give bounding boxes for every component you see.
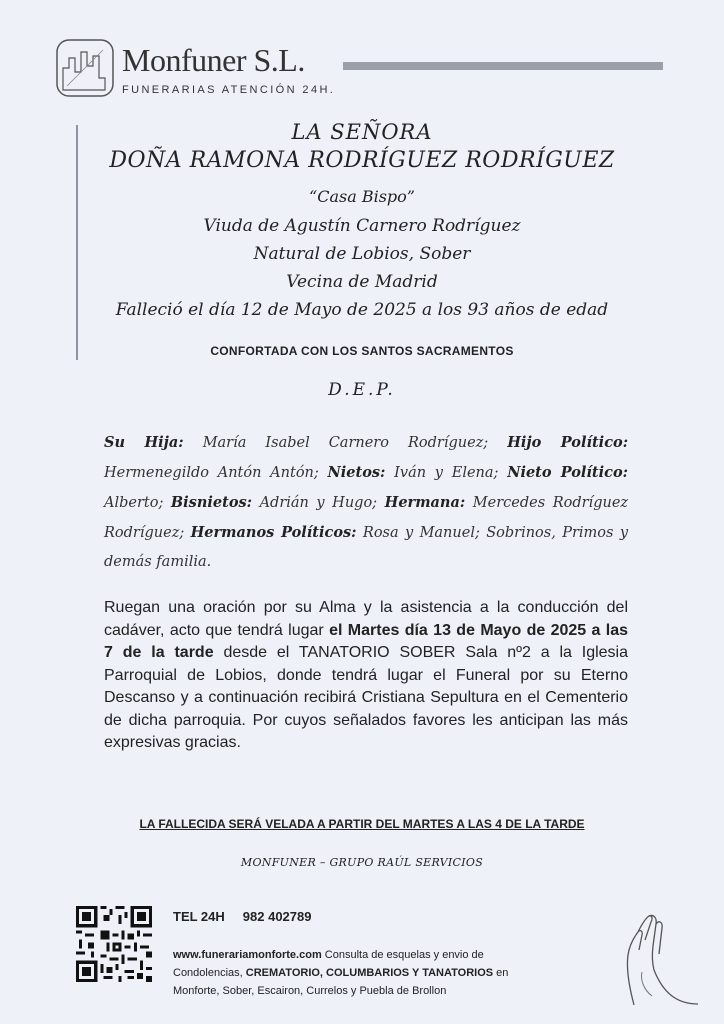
deceased-death: Falleció el día 12 de Mayo de 2025 a los 93 años de edad [115, 300, 609, 320]
deceased-widow: Viuda de Agustín Carnero Rodríguez [203, 216, 521, 236]
service-date: el Martes día 13 de Mayo de 2025 a las 7 de la tarde [104, 621, 628, 661]
brand-name: Monfuner S.L. [122, 42, 305, 78]
family-label: Nietos: [327, 464, 386, 481]
family-label: Bisnietos: [170, 494, 253, 511]
family-list [104, 428, 628, 577]
wake-notice: LA FALLECIDA SERÁ VELADA A PARTIR DEL MARTES A LAS 4 DE LA TARDE [139, 817, 585, 831]
service-text: Ruegan una oración por su Alma y la asistencia a la conducción del cadáver, acto que tendrá lugar [104, 599, 628, 639]
deceased-name: DOÑA RAMONA RODRÍGUEZ RODRÍGUEZ [109, 148, 615, 173]
deceased-residence: Vecina de Madrid [286, 272, 438, 292]
praying-hands-icon [612, 910, 702, 1010]
family-label: Su Hija: [104, 434, 184, 451]
brand-tagline: FUNERARIAS ATENCIÓN 24H. [122, 84, 336, 96]
footer-line-2 [173, 964, 603, 982]
footer-line-1 [173, 946, 603, 964]
family-label: Hermanos Políticos: [190, 524, 357, 541]
family-names: Alberto; [104, 495, 164, 511]
family-names: Adrián y Hugo; [259, 495, 378, 511]
footer-text: en [493, 967, 509, 979]
qr-code-icon[interactable] [76, 906, 152, 982]
deceased-origin: Natural de Lobios, Sober [253, 244, 471, 264]
footer-text: Consulta de esquelas y envio de [321, 949, 484, 961]
footer-line-3: Monforte, Sober, Escairon, Currelos y Puebla de Brollon [173, 985, 447, 997]
monfuner-logo-icon [55, 38, 115, 98]
phone-label: TEL 24H [173, 909, 225, 924]
family-label: Nieto Político: [507, 464, 628, 481]
phone-number[interactable]: 982 402789 [242, 909, 312, 924]
family-names: Mercedes Rodríguez Rodríguez; [104, 495, 629, 541]
sacraments-line: CONFORTADA CON LOS SANTOS SACRAMENTOS [210, 344, 514, 358]
family-names: Iván y Elena; [394, 465, 499, 481]
phone-line [173, 909, 311, 924]
dep-line: D.E.P. [328, 380, 396, 400]
footer-text: Condolencias, [173, 967, 246, 979]
family-names: María Isabel Carnero Rodríguez; [202, 435, 489, 451]
family-names: Rosa y Manuel; Sobrinos, Primos y demás familia. [104, 525, 629, 570]
family-label: Hermana: [384, 494, 466, 511]
header-divider [343, 62, 663, 70]
family-label: Hijo Político: [507, 434, 629, 451]
footer-services: CREMATORIO, COLUMBARIOS Y TANATORIOS [245, 967, 494, 979]
family-names: Hermenegildo Antón Antón; [104, 465, 319, 481]
website-link[interactable]: www.funerariamonforte.com [173, 949, 322, 961]
group-signature: MONFUNER – GRUPO RAÚL SERVICIOS [240, 856, 484, 869]
deceased-nickname: “Casa Bispo” [309, 187, 415, 206]
service-paragraph [104, 597, 628, 755]
deceased-title: LA SEÑORA [291, 120, 433, 144]
service-text: desde el TANATORIO SOBER Sala nº2 a la Iglesia Parroquial de Lobios, donde tendrá lugar el Funeral por su Eterno Descanso y a continuación recibirá Cristiana Sepultura en el Cementerio de dicha parroquia. Por cuyos señalados favores les anticipan las más expresivas gracias. [104, 644, 629, 751]
